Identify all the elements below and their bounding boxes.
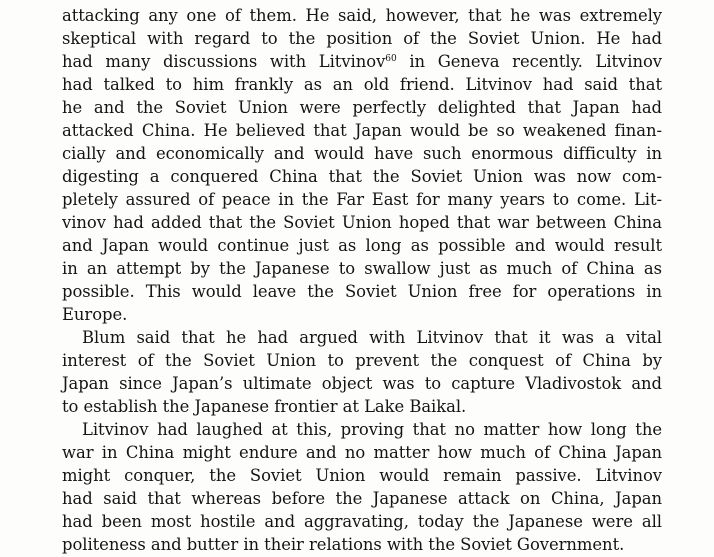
text-line [62,441,662,464]
text-line [62,533,662,556]
line-text: possible. This would leave the Soviet Union free for operations in [62,282,662,301]
line-text-continued: in Geneva recently. Litvinov [396,52,662,71]
line-text: politeness and butter in their relations with the Soviet Government. [62,535,625,554]
line-text: had been most hostile and aggravating, today the Japanese were all [62,512,662,531]
text-line [82,326,662,349]
text-line [62,73,662,96]
text-line [62,510,662,533]
text-line [62,303,662,326]
line-text: cially and economically and would have such enormous difficulty in [62,144,662,163]
line-text: had talked to him frankly as an old friend. Litvinov had said that [62,75,662,94]
text-line [82,418,662,441]
text-line [62,211,662,234]
line-text: he and the Soviet Union were perfectly delighted that Japan had [62,98,662,117]
line-text: and Japan would continue just as long as possible and would result [62,236,662,255]
line-text: vinov had added that the Soviet Union hoped that war between China [62,213,662,232]
line-text: Litvinov had laughed at this, proving that no matter how long the [82,420,662,439]
line-text: interest of the Soviet Union to prevent the conquest of China by [62,351,662,370]
line-text: attacked China. He believed that Japan would be so weakened finan- [62,121,662,140]
text-line [62,119,662,142]
line-text: might conquer, the Soviet Union would remain passive. Litvinov [62,466,662,485]
line-text: digesting a conquered China that the Soviet Union was now com- [62,167,662,186]
text-line [62,280,662,303]
text-line [62,257,662,280]
text-line [62,395,662,418]
line-text: Japan since Japan’s ultimate object was to capture Vladivostok and [62,374,662,393]
line-text: Europe. [62,305,128,324]
text-line [62,487,662,510]
line-text: had said that whereas before the Japanese attack on China, Japan [62,489,662,508]
line-text: pletely assured of peace in the Far East for many years to come. Lit- [62,190,662,209]
text-line [62,4,662,27]
line-text: to establish the Japanese frontier at Lake Baikal. [62,397,467,416]
text-line [62,96,662,119]
text-line [62,27,662,50]
text-line [62,165,662,188]
text-line [62,142,662,165]
line-text: attacking any one of them. He said, however, that he was extremely [62,6,662,25]
footnote-marker: 60 [385,54,397,64]
line-text: Blum said that he had argued with Litvinov that it was a vital [82,328,662,347]
line-text: war in China might endure and no matter how much of China Japan [62,443,662,462]
text-line [62,234,662,257]
text-line [62,372,662,395]
text-line [62,188,662,211]
text-line [62,464,662,487]
text-line [62,50,662,73]
line-text: had many discussions with Litvinov [62,52,386,71]
line-text: in an attempt by the Japanese to swallow just as much of China as [62,259,662,278]
text-line [62,349,662,372]
line-text: skeptical with regard to the position of the Soviet Union. He had [62,29,662,48]
